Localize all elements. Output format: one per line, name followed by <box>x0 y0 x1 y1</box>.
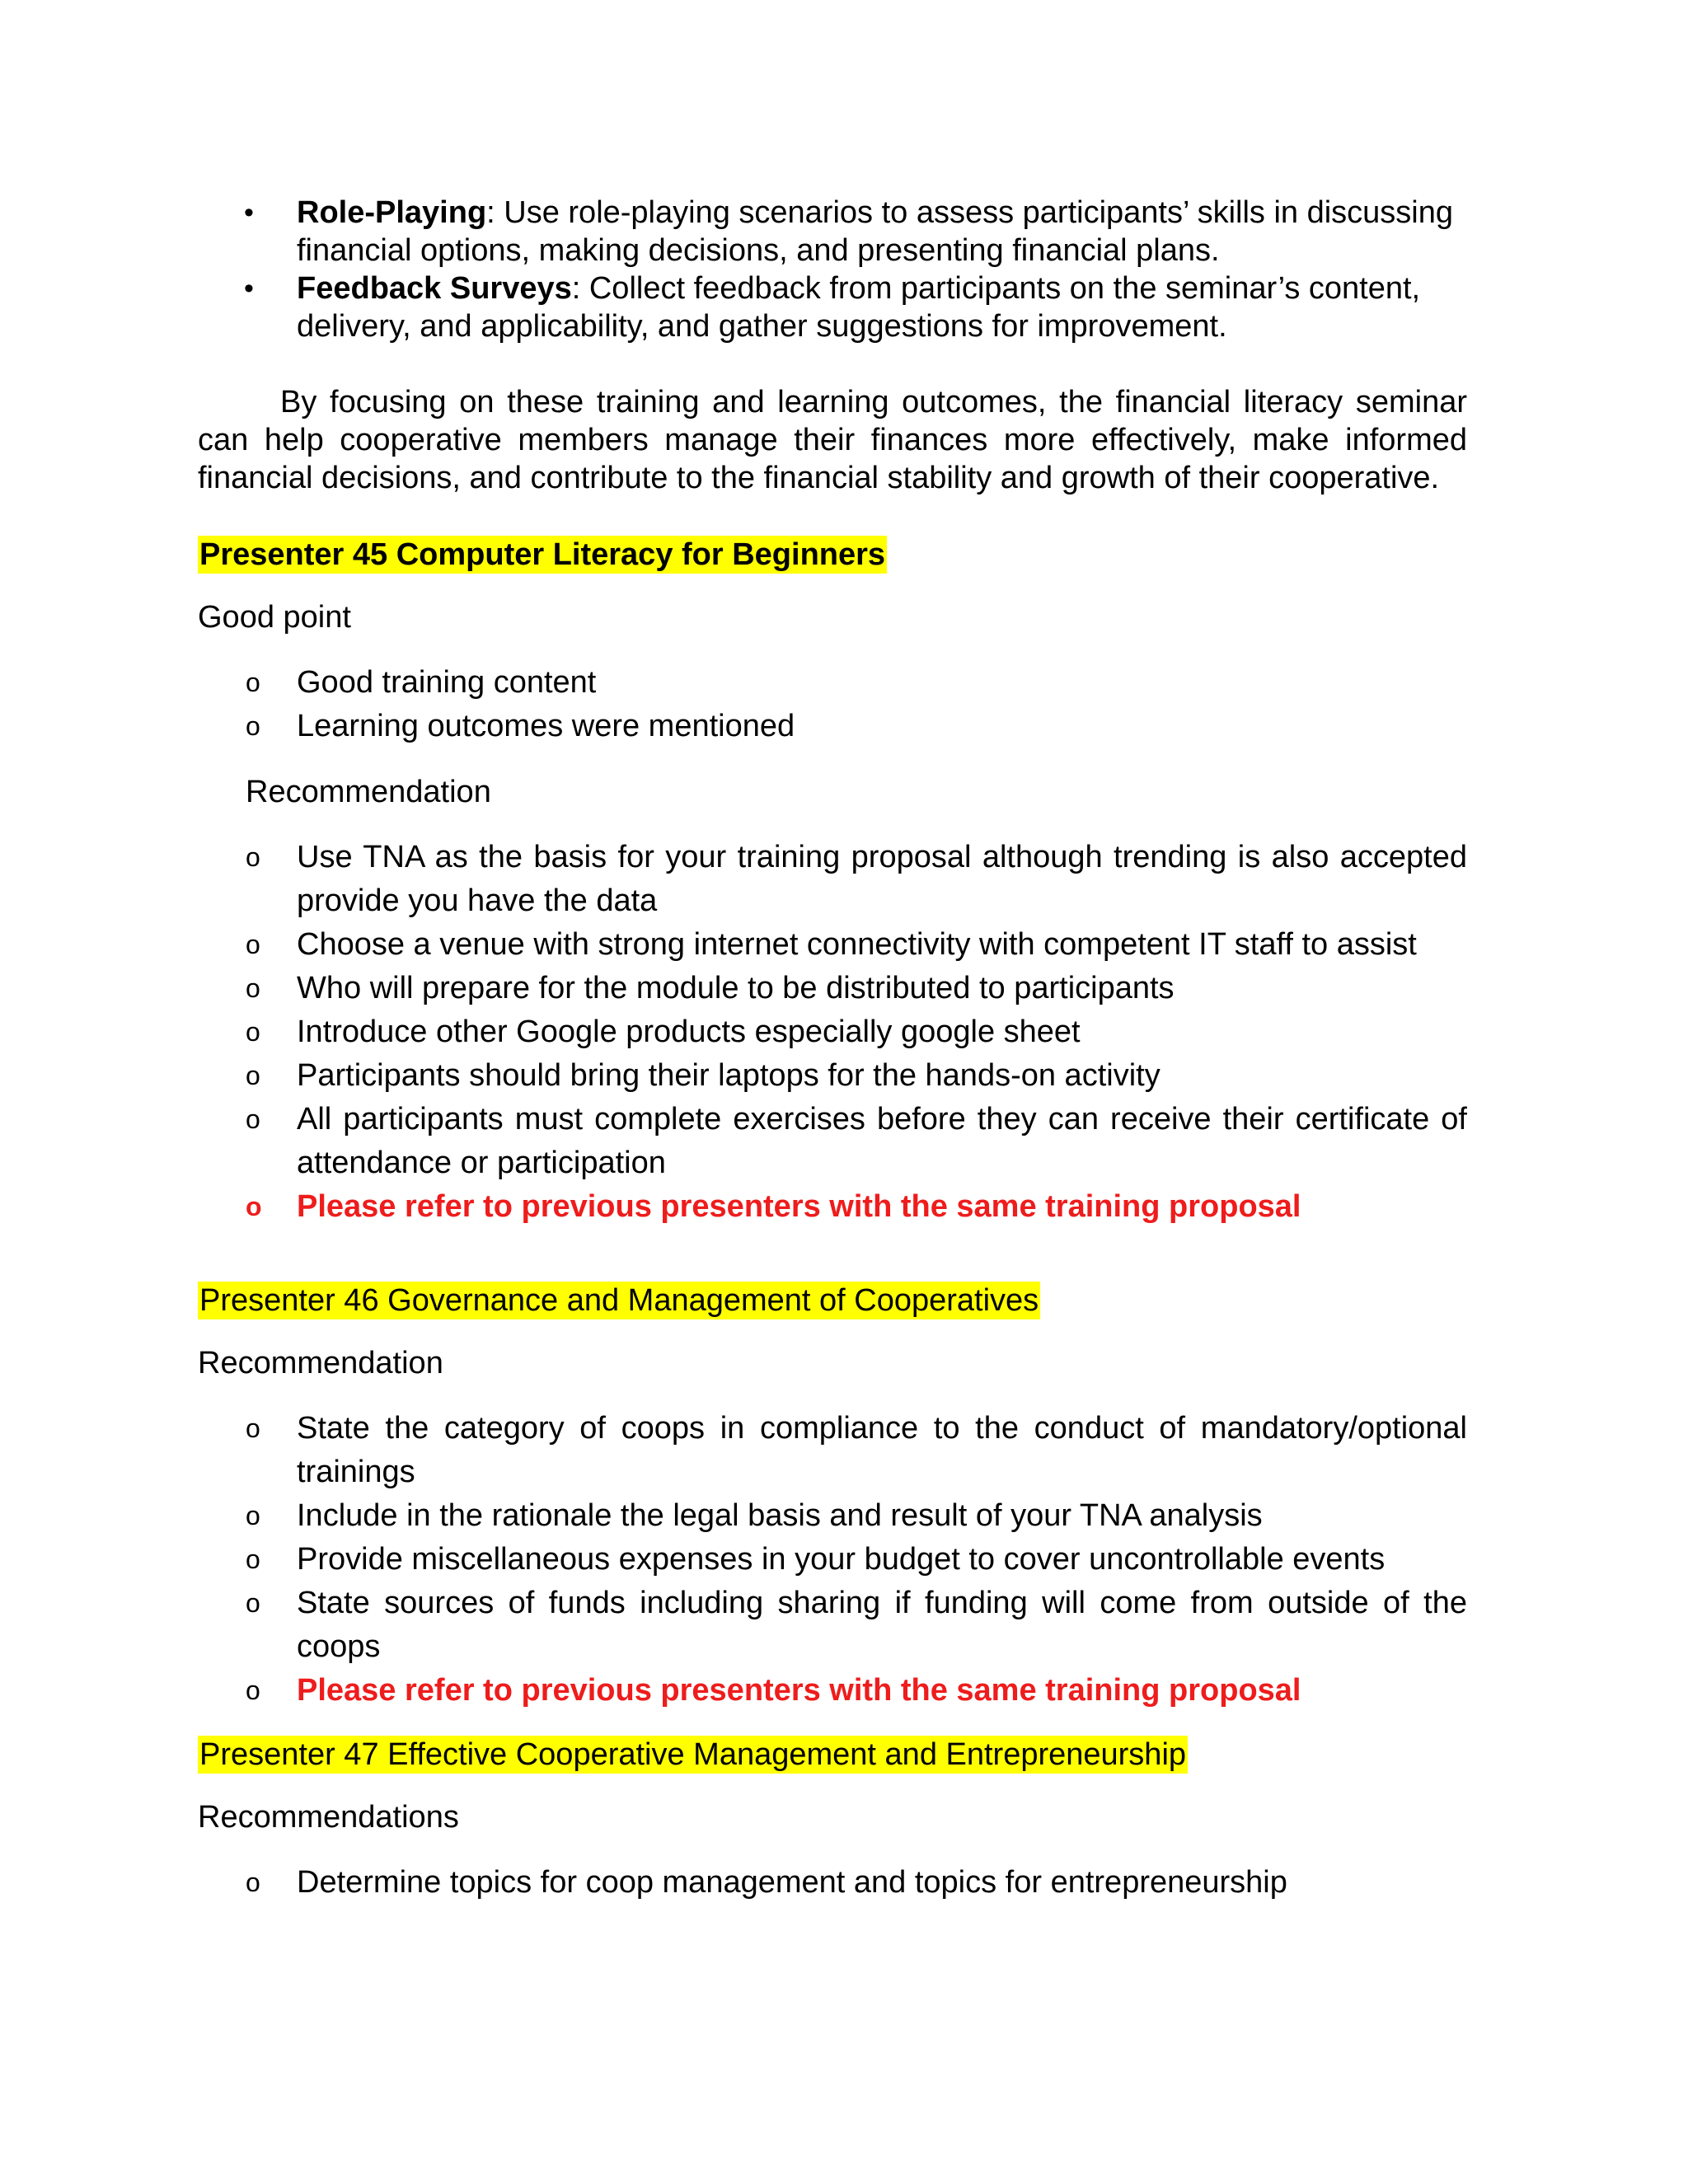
list-item-text: Please refer to previous presenters with the same training proposal <box>297 1673 1301 1708</box>
list-item-text: Please refer to previous presenters with the same training proposal <box>297 1189 1301 1224</box>
circle-bullet-icon: o <box>246 1868 260 1897</box>
recommendation-list <box>198 1861 1467 1905</box>
recommendation-label: Recommendation <box>246 775 491 809</box>
circle-bullet-icon: o <box>246 1544 260 1574</box>
list-item <box>198 967 1467 1010</box>
list-item-text: Who will prepare for the module to be distributed to participants <box>297 971 1175 1005</box>
circle-bullet-icon: o <box>246 1192 262 1221</box>
assessment-bullet-list <box>198 194 1467 345</box>
list-item-text: State sources of funds including sharing if funding will come from outside of the coops <box>297 1586 1467 1664</box>
list-item <box>198 923 1467 967</box>
list-item-text: Participants should bring their laptops for the hands-on activity <box>297 1058 1160 1093</box>
list-item-text: Provide miscellaneous expenses in your budget to cover uncontrollable events <box>297 1542 1386 1577</box>
list-item <box>198 1407 1467 1494</box>
list-item-text: Introduce other Google products especially google sheet <box>297 1015 1081 1049</box>
presenter-47-heading: Presenter 47 Effective Cooperative Management and Entrepreneurship <box>199 1737 1187 1772</box>
list-item-text: State the category of coops in compliance to the conduct of mandatory/optional trainings <box>297 1411 1467 1489</box>
list-item-text: Determine topics for coop management and topics for entrepreneurship <box>297 1865 1287 1900</box>
bullet-icon: • <box>244 273 254 304</box>
presenter-46-heading: Presenter 46 Governance and Management of Cooperatives <box>199 1283 1039 1318</box>
list-item <box>198 1538 1467 1582</box>
circle-bullet-icon: o <box>246 711 260 741</box>
list-item <box>198 836 1467 923</box>
bullet-term: Role-Playing <box>297 195 487 230</box>
circle-bullet-icon: o <box>246 1017 260 1047</box>
good-point-label: Good point <box>198 600 351 635</box>
list-item <box>198 269 1467 345</box>
recommendation-list <box>198 1407 1467 1713</box>
list-item-text: Good training content <box>297 665 597 700</box>
bullet-text: : Use role-playing scenarios to assess participants’ skills in discussing financial options, making decisions, and presenting financial plans. <box>297 195 1454 268</box>
bullet-icon: • <box>244 197 254 228</box>
circle-bullet-icon: o <box>246 930 260 959</box>
circle-bullet-icon: o <box>246 1413 260 1443</box>
circle-bullet-icon: o <box>246 1104 260 1134</box>
list-item <box>198 1098 1467 1185</box>
list-item-text: All participants must complete exercises before they can receive their certificate of attendance or participation <box>297 1102 1467 1180</box>
circle-bullet-icon: o <box>246 842 260 872</box>
list-item <box>198 1861 1467 1905</box>
recommendations-label: Recommendations <box>198 1800 459 1835</box>
list-item <box>198 194 1467 269</box>
circle-bullet-icon: o <box>246 1675 260 1705</box>
recommendation-label: Recommendation <box>198 1346 443 1380</box>
list-item <box>198 1494 1467 1538</box>
list-item <box>198 705 1467 748</box>
list-item-text: Choose a venue with strong internet connectivity with competent IT staff to assist <box>297 927 1417 962</box>
bullet-term: Feedback Surveys <box>297 271 572 306</box>
recommendation-list <box>198 836 1467 1229</box>
list-item-text: Learning outcomes were mentioned <box>297 709 795 743</box>
presenter-45-heading: Presenter 45 Computer Literacy for Beginners <box>199 537 886 572</box>
list-item <box>198 661 1467 705</box>
list-item <box>198 1010 1467 1054</box>
document-body <box>198 194 1467 1905</box>
list-item-highlighted <box>198 1185 1467 1229</box>
bullet-text: : Collect feedback from participants on the seminar’s content, delivery, and applicability, and gather suggestions for improvement. <box>297 271 1421 344</box>
list-item <box>198 1054 1467 1098</box>
circle-bullet-icon: o <box>246 1061 260 1090</box>
circle-bullet-icon: o <box>246 973 260 1003</box>
good-point-list <box>198 661 1467 748</box>
list-item-highlighted <box>198 1669 1467 1713</box>
list-item-text: Include in the rationale the legal basis and result of your TNA analysis <box>297 1498 1263 1533</box>
list-item-text: Use TNA as the basis for your training proposal although trending is also accepted provide you have the data <box>297 840 1467 918</box>
circle-bullet-icon: o <box>246 1588 260 1618</box>
summary-paragraph: By focusing on these training and learning outcomes, the financial literacy seminar can help cooperative members manage their finances more effectively, make informed financial decisions, and contribute to the financial stability and growth of their cooperative. <box>198 385 1467 495</box>
circle-bullet-icon: o <box>246 668 260 697</box>
circle-bullet-icon: o <box>246 1501 260 1530</box>
list-item <box>198 1582 1467 1669</box>
